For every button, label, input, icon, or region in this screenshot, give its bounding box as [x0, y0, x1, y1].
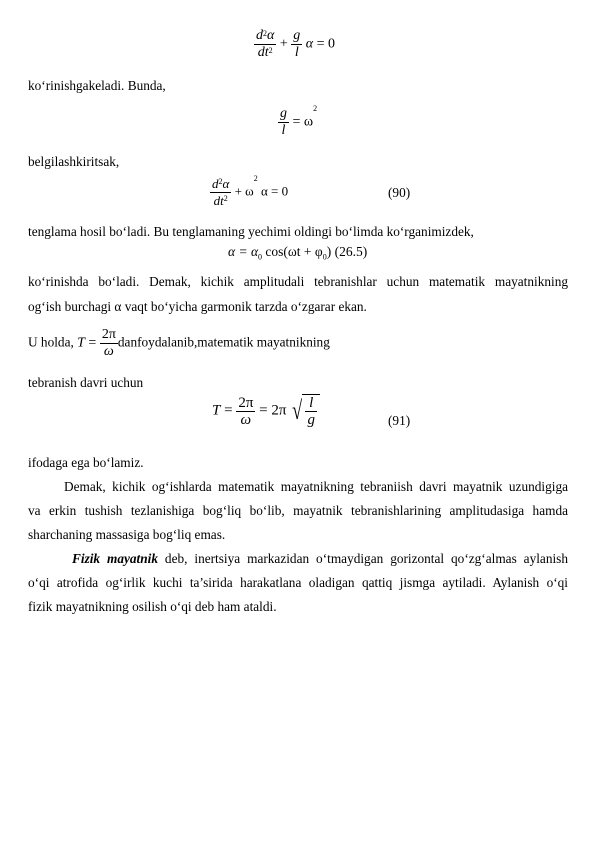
- alpha-equals-zero: α = 0: [260, 183, 289, 199]
- text-line-2: belgilashkiritsak,: [28, 154, 120, 169]
- equals-sign: =: [84, 335, 100, 351]
- paragraph-3-line-3: fizik mayatnikning osilish o‘qi deb ham ataldi.: [28, 599, 277, 614]
- equation-26-5: [228, 244, 367, 262]
- sup-2: 2: [313, 104, 318, 113]
- equation-top: [254, 28, 335, 61]
- sup-2-omega: 2: [253, 174, 258, 183]
- plus-omega: + ω: [234, 183, 254, 199]
- sup-2: 2: [263, 29, 267, 38]
- fraction-2pi-omega: [100, 327, 118, 360]
- omega-rhs: = ω: [292, 114, 314, 130]
- equation-90: [210, 176, 288, 209]
- paragraph-1-line-1: ko‘rinishda bo‘ladi. Demak, kichik amplitudali tebranishlar uchun matematik mayatnikning: [28, 274, 568, 289]
- text-line-4: tebranish davri uchun: [28, 375, 144, 390]
- u-holda-suffix: danfoydalanib,matematik mayatnikning: [117, 334, 330, 350]
- alpha-symbol: α: [222, 176, 230, 191]
- fraction-g-l-2: [278, 106, 289, 139]
- u-holda-prefix: U holda,: [28, 334, 78, 350]
- l-symbol: l: [281, 123, 286, 138]
- l-symbol: l: [294, 45, 299, 60]
- text-line-1: ko‘rinishgakeladi. Bunda,: [28, 78, 166, 93]
- u-holda-line: [28, 327, 330, 360]
- g-symbol: g: [293, 28, 301, 43]
- term-fizik-mayatnik: Fizik mayatnik: [72, 551, 158, 566]
- sqrt-body: [302, 394, 320, 428]
- paragraph-2-line-2: va erkin tushish tezlanishiga bog‘liq bo‘lib, mayatnik tebranishlarining amplitudasiga hamda: [28, 503, 568, 518]
- fraction-l-g: [305, 395, 317, 428]
- numerator-2pi: 2π: [238, 394, 254, 411]
- denominator-omega: ω: [240, 411, 252, 428]
- sub-0-phi: 0: [322, 252, 327, 262]
- sub-0: 0: [258, 252, 263, 262]
- plus-sign: +: [279, 36, 288, 52]
- fraction-d2alpha-dt2: [254, 28, 276, 61]
- sup-2-den: 2: [268, 46, 273, 55]
- sup-2: 2: [218, 177, 223, 186]
- l-symbol: l: [309, 395, 314, 411]
- paragraph-2-line-1: Demak, kichik og‘ishlarda matematik mayatnikning tebraniish davri mayatnik uzundigiga: [64, 479, 568, 494]
- equals-1: =: [224, 402, 237, 419]
- text-line-3: tenglama hosil bo‘ladi. Bu tenglamaning yechimi oldingi bo‘limda ko‘rganimizdek,: [28, 224, 474, 239]
- fraction-2pi-omega: [236, 395, 255, 428]
- paragraph-3-line-1-rest: deb, inertsiya markazidan o‘tmaydigan gorizontal qo‘zg‘almas aylanish: [158, 551, 568, 566]
- denominator-dt: dt: [257, 45, 269, 60]
- paragraph-2-line-3: sharchaning massasiga bog‘liq emas.: [28, 527, 226, 542]
- g-symbol: g: [280, 106, 287, 121]
- numerator-d: d: [256, 28, 263, 43]
- equation-label-91: (91): [388, 413, 411, 428]
- t-symbol: T: [77, 335, 85, 351]
- g-symbol: g: [307, 412, 315, 428]
- alpha-symbol-2: α: [305, 36, 314, 52]
- paragraph-3-line-1: [72, 550, 568, 568]
- alpha-eq-alpha: α = α: [228, 244, 259, 259]
- equation-91: [212, 394, 320, 428]
- fraction-g-l: [291, 28, 302, 61]
- alpha-symbol: α: [267, 28, 275, 43]
- equation-omega: [278, 106, 317, 139]
- sup-2-den: 2: [223, 194, 228, 203]
- denominator-omega: ω: [103, 344, 114, 359]
- equation-label-26-5: (26.5): [334, 244, 368, 259]
- text-line-5: ifodaga ega bo‘lamiz.: [28, 455, 144, 470]
- equals-2pi: = 2π: [259, 402, 287, 419]
- close-paren: ): [326, 244, 332, 259]
- paragraph-3-line-2: o‘qi atrofida og‘irlik kuchi ta’sirida harakatlana oladigan qattiq jismga aytiladi. Aylanish o‘qi: [28, 575, 568, 590]
- cos-term: cos(ωt + φ: [262, 244, 323, 259]
- paragraph-1-line-2: og‘ish burchagi α vaqt bo‘yicha garmonik tarzda o‘zgarar ekan.: [28, 299, 367, 314]
- numerator-d: d: [212, 176, 219, 191]
- sqrt-icon: √: [292, 396, 303, 425]
- rhs-zero: = 0: [316, 36, 336, 52]
- fraction-d2alpha-dt2: [210, 176, 231, 209]
- denominator-dt: dt: [213, 193, 224, 208]
- equation-label-90: (90): [388, 185, 411, 200]
- t-symbol: T: [212, 402, 221, 419]
- numerator-2pi: 2π: [101, 327, 116, 342]
